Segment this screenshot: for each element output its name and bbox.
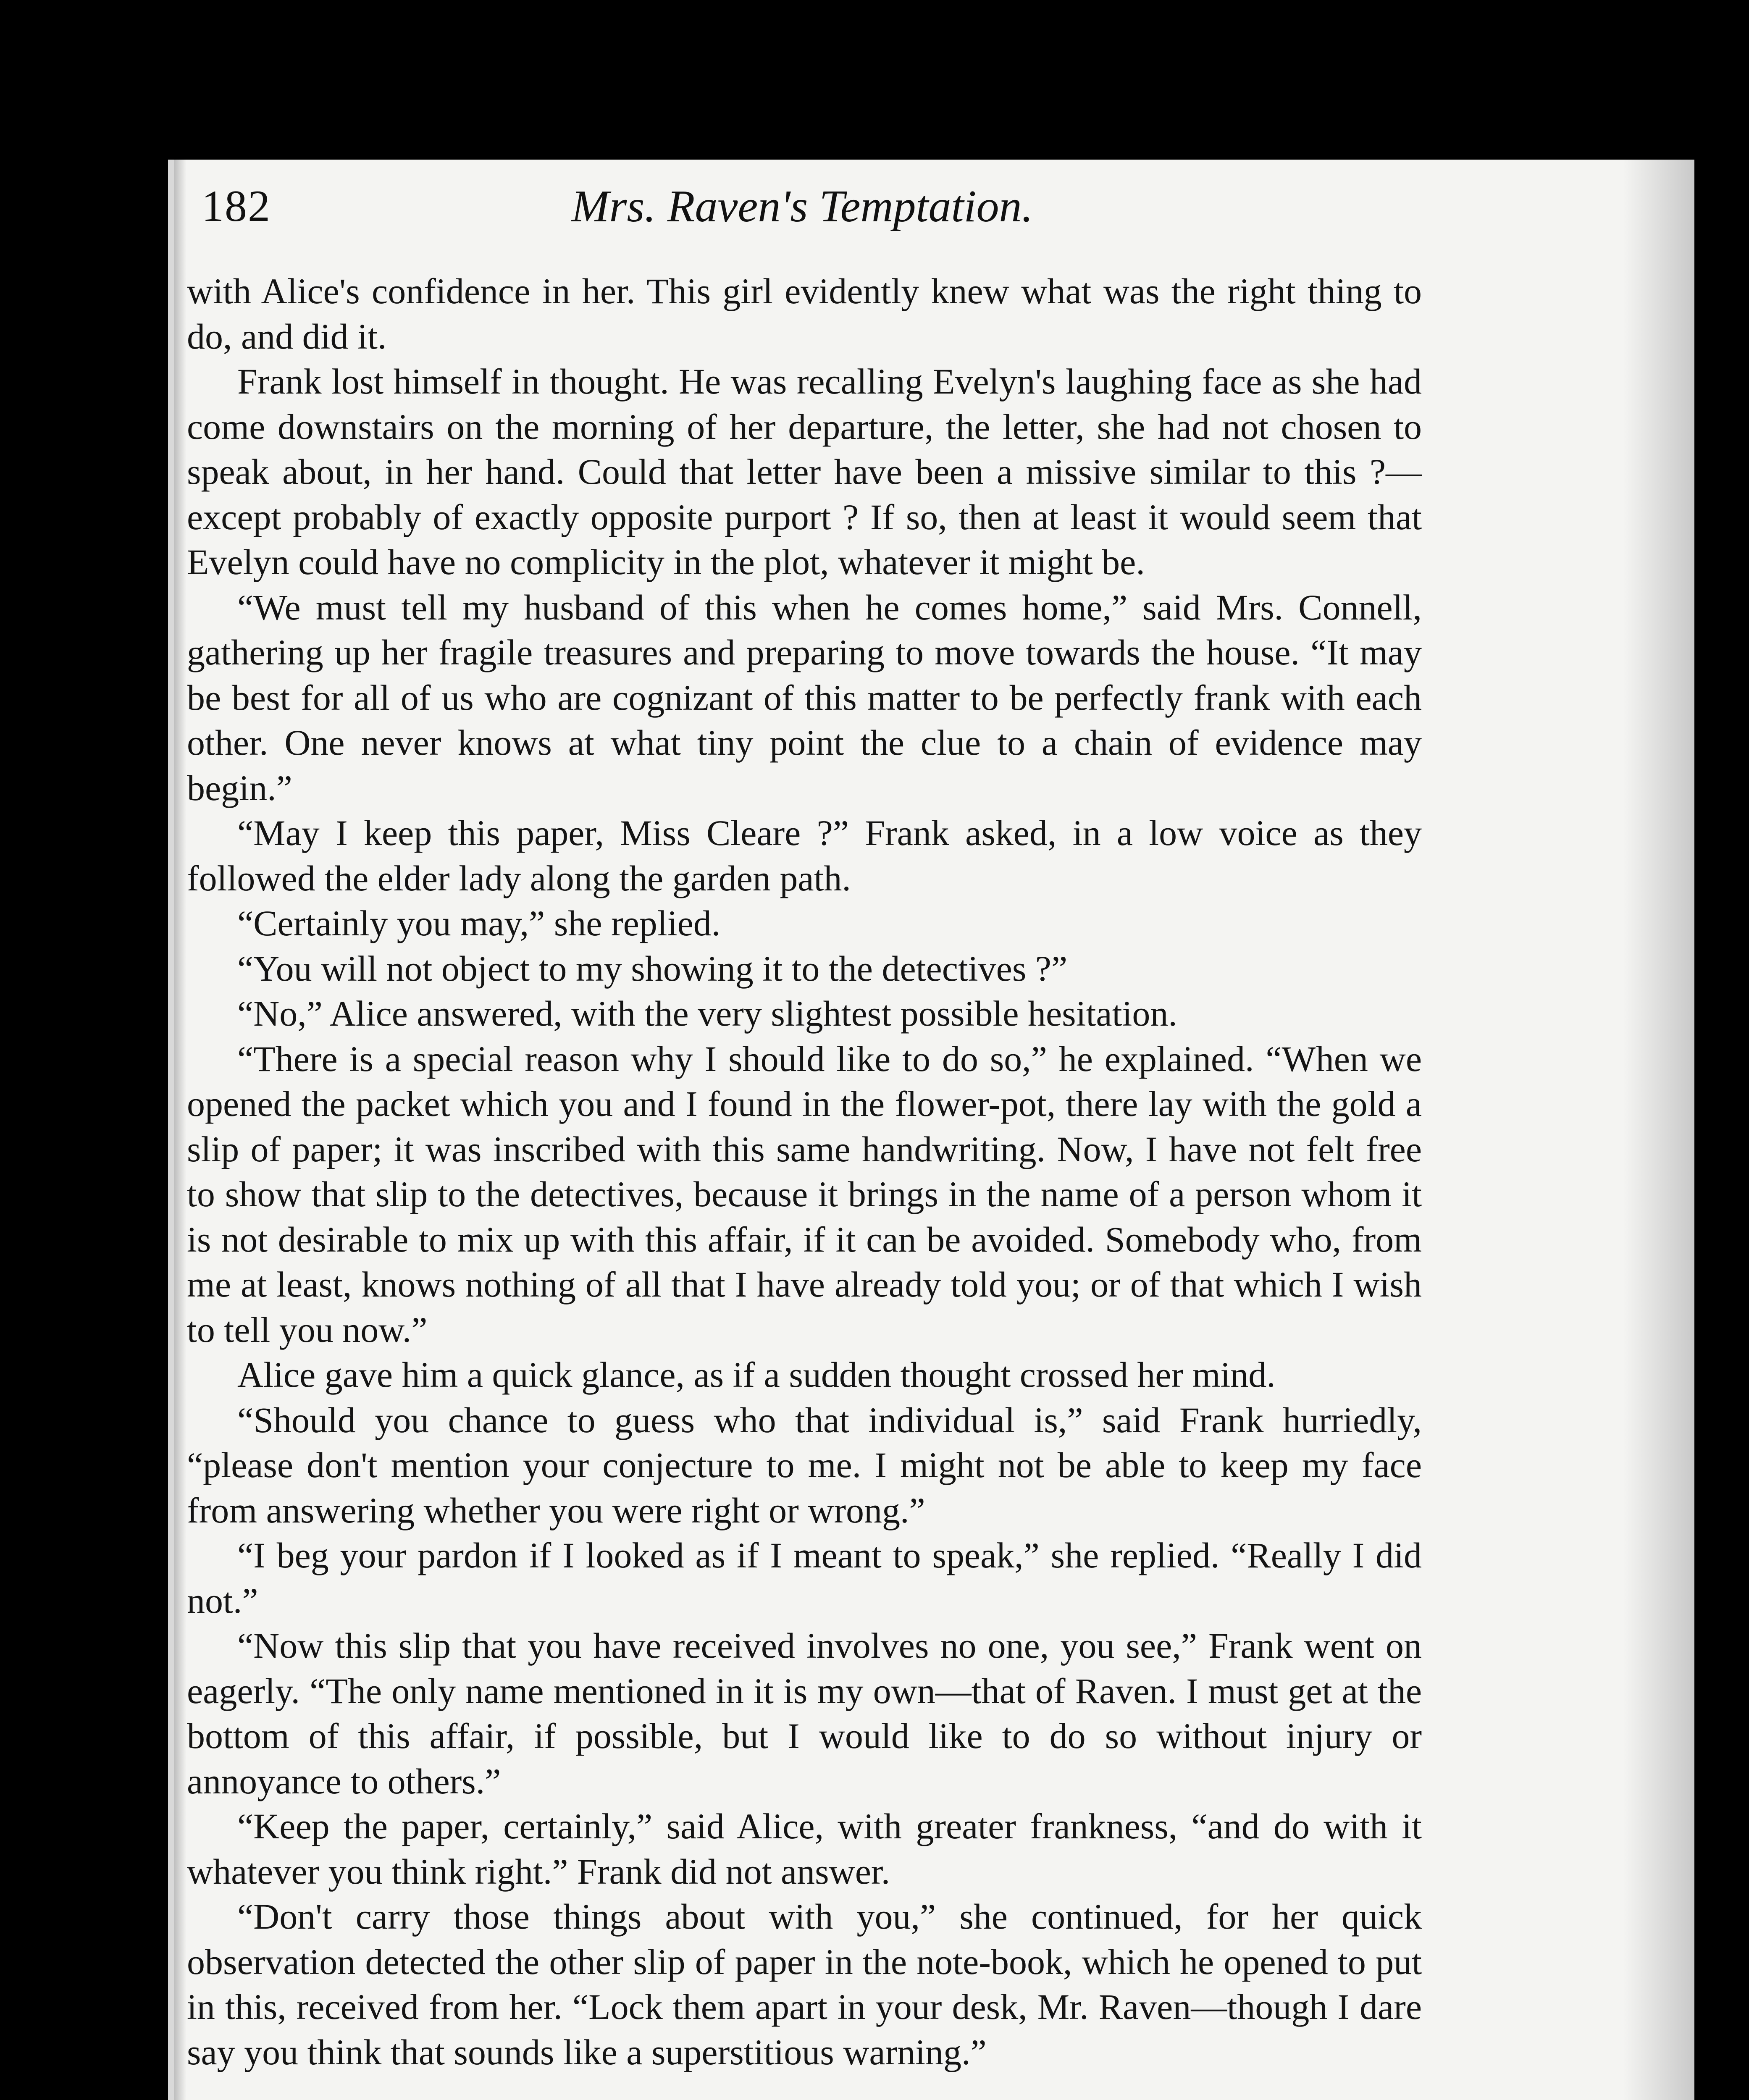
paragraph: “Certainly you may,” she replied. [237,903,721,943]
paragraph: “May I keep this paper, Miss Cleare ?” Frank asked, in a low voice as they followed the elder lady along the garden path. [187,813,1422,898]
paragraph: “You will not object to my showing it to the detectives ?” [237,948,1068,989]
page-number: 182 [202,181,271,231]
paragraph: “Now this slip that you have received involves no one, you see,” Frank went on eagerly. “The only name mentioned in it is my own—that of Raven. I must get at the bottom of this affair, if possible, but I would like to do so without injury or annoyance to others.” [187,1625,1422,1801]
paragraph: “Keep the paper, certainly,” said Alice, with greater frankness, “and do with it whatever you think right.” Frank did not answer. [187,1806,1422,1892]
paragraph: with Alice's confidence in her. This girl evidently knew what was the right thing to do, and did it. [187,271,1422,357]
paragraph: “We must tell my husband of this when he comes home,” said Mrs. Connell, gathering up her fragile treasures and preparing to move towards the house. “It may be best for all of us who are cognizant of this matter to be perfectly frank with each other. One never knows at what tiny point the clue to a chain of evidence may begin.” [187,587,1422,808]
paragraph: Alice gave him a quick glance, as if a sudden thought crossed her mind. [237,1354,1276,1395]
paragraph: “Don't carry those things about with you,” she continued, for her quick observation detected the other slip of paper in the note-book, which he opened to put in this, received from her. “Lock them apart in your desk, Mr. Raven—though I dare say you think that sounds like a superstitious warning.” [187,1896,1422,2072]
page-spine-shading [174,160,186,2100]
running-title: Mrs. Raven's Temptation. [571,181,1033,231]
body-text [187,269,1422,2075]
page-header [202,181,1319,248]
paragraph: “Should you chance to guess who that individual is,” said Frank hurriedly, “please don't mention your conjecture to me. I might not be able to keep my face from answering whether you were right or wrong.” [187,1399,1422,1530]
paragraph: “I beg your pardon if I looked as if I meant to speak,” she replied. “Really I did not.” [187,1535,1422,1621]
paragraph: “No,” Alice answered, with the very slightest possible hesitation. [237,993,1177,1034]
paragraph: Frank lost himself in thought. He was recalling Evelyn's laughing face as she had come downstairs on the morning of her departure, the letter, she had not chosen to speak about, in her hand. Could that letter have been a missive similar to this ?—except probably of exactly opposite purport ? If so, then at least it would seem that Evelyn could have no complicity in the plot, whatever it might be. [187,361,1422,582]
page-edge-shading [1623,160,1694,2100]
paragraph: “There is a special reason why I should like to do so,” he explained. “When we opened the packet which you and I found in the flower-pot, there lay with the gold a slip of paper; it was inscribed with this same handwriting. Now, I have not felt free to show that slip to the detectives, because it brings in the name of a person whom it is not desirable to mix up with this affair, if it can be avoided. Somebody who, from me at least, knows nothing of all that I have already told you; or of that which I wish to tell you now.” [187,1038,1422,1350]
